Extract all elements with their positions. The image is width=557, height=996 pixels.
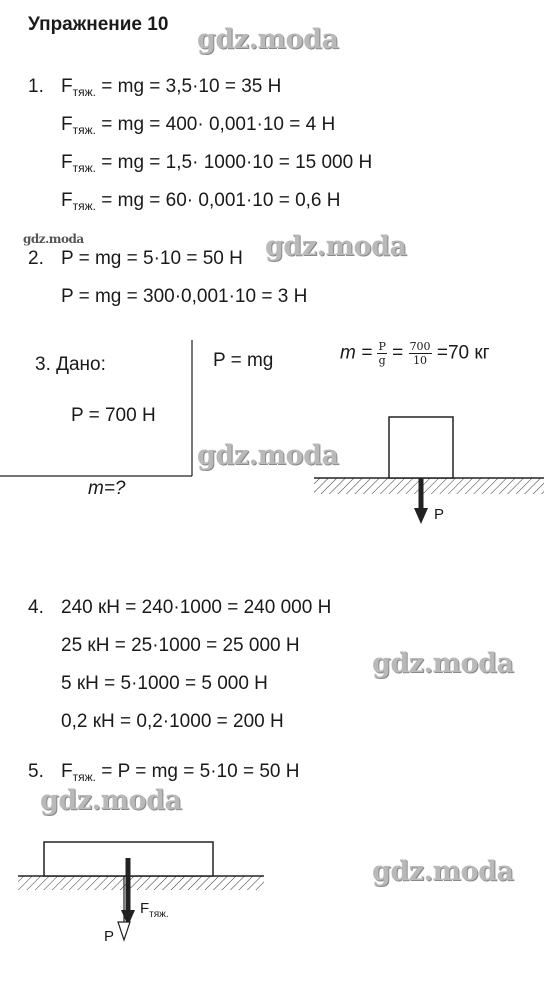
find-label: m=? <box>88 478 126 499</box>
given-separator <box>0 340 192 476</box>
watermark: gdz.moda <box>40 785 182 816</box>
equation-line: $F_{тяж.}$ = mg = 400· 0,001·10 = 4 Н <box>61 114 336 137</box>
force-label-p: P <box>104 928 115 945</box>
equation-line: P = mg = 300·0,001·10 = 3 Н <box>61 286 308 307</box>
fraction: $\frac{700}{10}$ <box>409 340 431 367</box>
watermark: gdz.moda <box>23 232 84 246</box>
equation-line: P = mg = 5·10 = 50 Н <box>61 248 243 269</box>
given-value: P = 700 Н <box>71 405 156 426</box>
solution-formula: m = $\frac{P}{g}$ = $\frac{700}{10}$ =70 кг <box>340 340 490 367</box>
body-on-surface-diagram <box>18 842 264 940</box>
force-label-ftyazh: $F_{тяж.}$ <box>140 900 169 920</box>
force-label-p: P <box>434 506 445 523</box>
equation-line: 240 кН = 240·1000 = 240 000 Н <box>61 597 332 618</box>
exercise-number: 4. <box>28 597 44 618</box>
exercise-number: 2. <box>28 248 44 269</box>
watermark: gdz.moda <box>197 440 339 471</box>
equation-line: $F_{тяж.} = P$ = mg = 5·10 = 50 Н <box>61 761 300 784</box>
watermark: gdz.moda <box>265 231 407 262</box>
page-title: Упражнение 10 <box>28 14 169 35</box>
fraction: $\frac{P}{g}$ <box>378 340 386 367</box>
exercise-number: 5. <box>28 761 44 782</box>
equation-line: $F_{тяж.}$ = mg = 3,5·10 = 35 Н <box>61 76 282 99</box>
equation-line: 25 кН = 25·1000 = 25 000 Н <box>61 635 300 656</box>
watermark: gdz.moda <box>197 24 339 55</box>
equation-line: $F_{тяж.}$ = mg = 60· 0,001·10 = 0,6 Н <box>61 190 341 213</box>
given-label: 3. Дано: <box>35 354 106 375</box>
equation-line: 5 кН = 5·1000 = 5 000 Н <box>61 673 268 694</box>
watermark: gdz.moda <box>372 856 514 887</box>
formula: P = mg <box>213 350 274 371</box>
equation-line: 0,2 кН = 0,2·1000 = 200 Н <box>61 711 284 732</box>
box <box>389 417 453 478</box>
exercise-number: 1. <box>28 76 44 97</box>
box-on-surface-diagram <box>314 417 544 524</box>
watermark: gdz.moda <box>372 648 514 679</box>
equation-line: $F_{тяж.}$ = mg = 1,5· 1000·10 = 15 000 Н <box>61 152 373 175</box>
